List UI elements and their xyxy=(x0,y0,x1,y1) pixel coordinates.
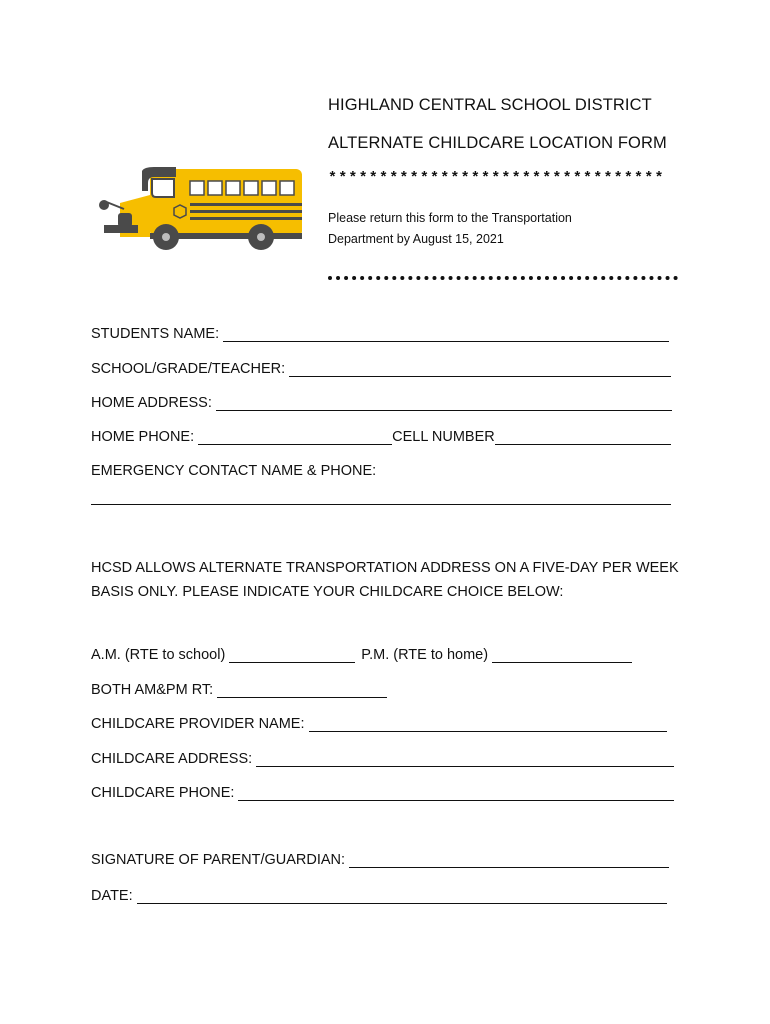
school-bus-icon xyxy=(98,165,308,255)
return-instructions xyxy=(328,208,628,250)
childcare-address-label: CHILDCARE ADDRESS: xyxy=(91,751,253,767)
star-divider: ********************************* xyxy=(328,170,665,187)
childcare-phone-input[interactable] xyxy=(238,786,674,801)
both-am-pm-field xyxy=(91,682,387,698)
emergency-contact-line xyxy=(91,490,671,505)
school-grade-teacher-field xyxy=(91,361,671,377)
date-label: DATE: xyxy=(91,888,133,904)
signature-label: SIGNATURE OF PARENT/GUARDIAN: xyxy=(91,852,346,868)
policy-line-2: BASIS ONLY. PLEASE INDICATE YOUR CHILDCARE CHOICE BELOW: xyxy=(91,584,564,600)
signature-field xyxy=(91,852,669,868)
date-field xyxy=(91,888,667,904)
both-am-pm-input[interactable] xyxy=(217,683,387,698)
am-label: A.M. (RTE to school) xyxy=(91,647,226,663)
students-name-field xyxy=(91,326,669,342)
district-name: HIGHLAND CENTRAL SCHOOL DISTRICT xyxy=(328,96,652,114)
childcare-provider-field xyxy=(91,716,667,732)
am-pm-field-row xyxy=(91,647,632,663)
home-phone-input[interactable] xyxy=(198,430,392,445)
home-phone-label: HOME PHONE: xyxy=(91,429,195,445)
phone-field-row xyxy=(91,429,671,445)
childcare-phone-label: CHILDCARE PHONE: xyxy=(91,785,235,801)
instructions-line-2: Department by August 15, 2021 xyxy=(328,232,504,246)
date-input[interactable] xyxy=(137,889,667,904)
cell-number-input[interactable] xyxy=(495,430,671,445)
home-address-field xyxy=(91,395,672,411)
emergency-contact-field xyxy=(91,463,376,479)
home-address-label: HOME ADDRESS: xyxy=(91,395,212,411)
signature-input[interactable] xyxy=(349,853,669,868)
childcare-phone-field xyxy=(91,785,674,801)
students-name-label: STUDENTS NAME: xyxy=(91,326,220,342)
policy-line-1: HCSD ALLOWS ALTERNATE TRANSPORTATION ADDRESS ON A FIVE-DAY PER WEEK xyxy=(91,560,679,576)
childcare-address-field xyxy=(91,751,674,767)
childcare-provider-label: CHILDCARE PROVIDER NAME: xyxy=(91,716,305,732)
school-grade-teacher-input[interactable] xyxy=(289,362,671,377)
students-name-input[interactable] xyxy=(223,327,669,342)
pm-label: P.M. (RTE to home) xyxy=(361,647,489,663)
pm-input[interactable] xyxy=(492,648,632,663)
instructions-line-1: Please return this form to the Transportation xyxy=(328,211,572,225)
am-input[interactable] xyxy=(229,648,355,663)
form-title: ALTERNATE CHILDCARE LOCATION FORM xyxy=(328,134,667,152)
home-address-input[interactable] xyxy=(216,396,672,411)
emergency-contact-label: EMERGENCY CONTACT NAME & PHONE: xyxy=(91,463,377,479)
cell-number-label: CELL NUMBER xyxy=(392,429,495,445)
dotted-divider xyxy=(328,276,678,280)
emergency-contact-input[interactable] xyxy=(91,490,671,505)
school-grade-teacher-label: SCHOOL/GRADE/TEACHER: xyxy=(91,361,286,377)
childcare-address-input[interactable] xyxy=(256,752,674,767)
both-am-pm-label: BOTH AM&PM RT: xyxy=(91,682,214,698)
childcare-provider-input[interactable] xyxy=(309,717,667,732)
policy-statement xyxy=(91,556,691,604)
